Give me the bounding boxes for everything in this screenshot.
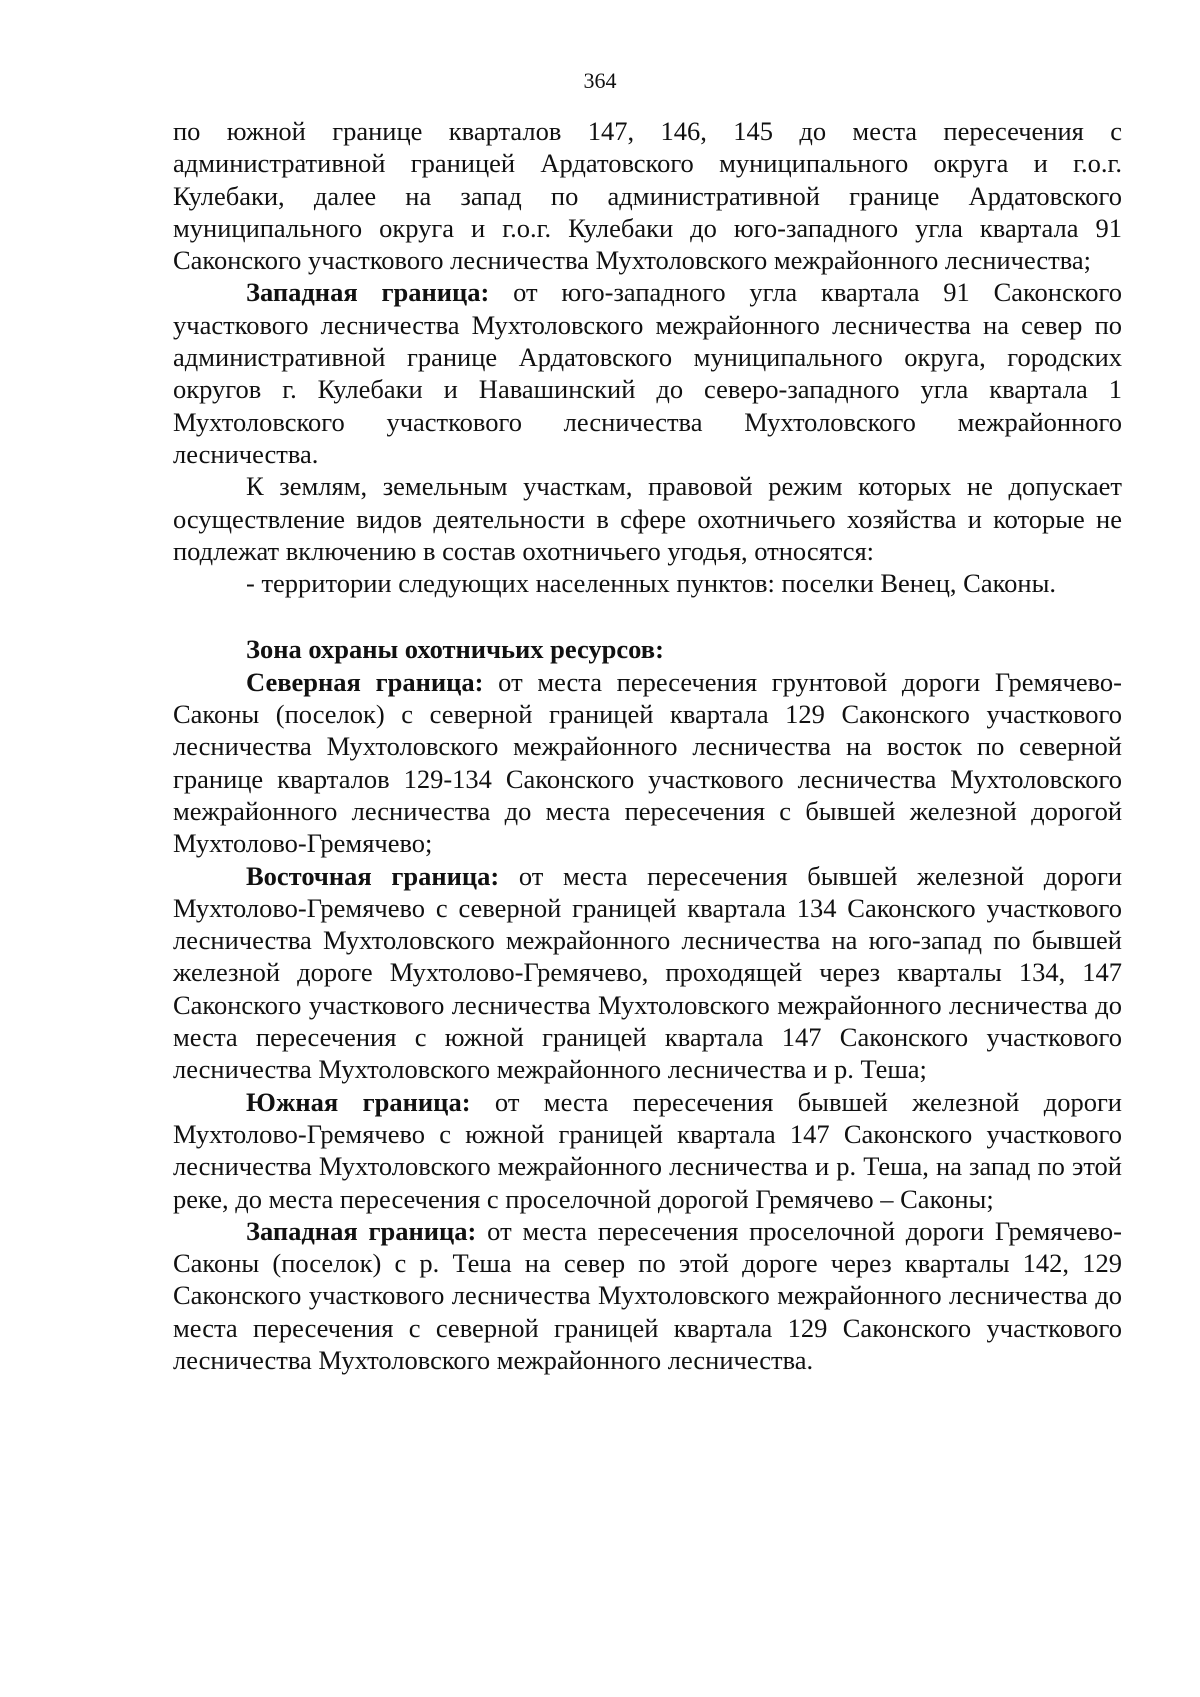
paragraph-excluded-lands: К землям, земельным участкам, правовой режим которых не допускает осуществление видов деятельности в сфере охотничьего хозяйства и которые не подлежат включению в состав охотничьего угодья, относятся: [173,471,1122,566]
document-body [173,115,1122,1376]
paragraph-western-boundary-zone [173,1215,1122,1376]
paragraph-southern-boundary [173,1086,1122,1215]
section-heading-protection-zone: Зона охраны охотничьих ресурсов: [246,634,664,665]
page-number: 364 [583,68,617,93]
southern-boundary-label: Южная граница: [246,1086,471,1117]
paragraph-northern-boundary [173,666,1122,860]
paragraph-western-boundary [173,276,1122,470]
paragraph-southern-boundary-continuation: по южной границе кварталов 147, 146, 145 до места пересечения с административной границей Ардатовского муниципального округа и г.о.г. Кулебаки, далее на запад по административной границе Ардатовского муниципального округа и г.о.г. Кулебаки до юго-западного угла квартала 91 Саконского участкового лесничества Мухтоловского межрайонного лесничества; [173,116,1122,276]
western-boundary-zone-label: Западная граница: [246,1215,477,1246]
western-boundary-label: Западная граница: [246,277,490,308]
southern-boundary-text: от места пересечения бывшей железной дороги Мухтолово-Гремячево с южной границей квартала 147 Саконского участкового лесничества Мухтоловского межрайонного лесничества и р. Теша, на запад по этой реке, до места пересечения с проселочной дорогой Гремячево – Саконы; [173,1086,1122,1214]
eastern-boundary-label: Восточная граница: [246,860,500,891]
section-spacer [173,599,1122,633]
paragraph-eastern-boundary [173,860,1122,1086]
eastern-boundary-text: от места пересечения бывшей железной дороги Мухтолово-Гремячево с северной границей квартала 134 Саконского участкового лесничества Мухтоловского межрайонного лесничества на юго-запад по бывшей железной дороге Мухтолово-Гремячево, проходящей через кварталы 134, 147 Саконского участкового лесничества Мухтоловского межрайонного лесничества до места пересечения с южной границей квартала 147 Саконского участкового лесничества Мухтоловского межрайонного лесничества и р. Теша; [173,860,1122,1085]
western-boundary-text: от юго-западного угла квартала 91 Саконского участкового лесничества Мухтоловского межрайонного лесничества на север по административной границе Ардатовского муниципального округа, городских округов г. Кулебаки и Навашинский до северо-западного угла квартала 1 Мухтоловского участкового лесничества Мухтоловского межрайонного лесничества. [173,277,1122,469]
northern-boundary-label: Северная граница: [246,666,484,697]
western-boundary-zone-text: от места пересечения проселочной дороги Гремячево-Саконы (поселок) с р. Теша на север по этой дороге через кварталы 142, 129 Саконского участкового лесничества Мухтоловского межрайонного лесничества до места пересечения с северной границей квартала 129 Саконского участкового лесничества Мухтоловского межрайонного лесничества. [173,1215,1122,1375]
paragraph-settlements-list: - территории следующих населенных пунктов: поселки Венец, Саконы. [246,568,1057,599]
northern-boundary-text: от места пересечения грунтовой дороги Гремячево-Саконы (поселок) с северной границей квартала 129 Саконского участкового лесничества Мухтоловского межрайонного лесничества на восток по северной границе кварталов 129-134 Саконского участкового лесничества Мухтоловского межрайонного лесничества до места пересечения с бывшей железной дорогой Мухтолово-Гремячево; [173,666,1122,859]
